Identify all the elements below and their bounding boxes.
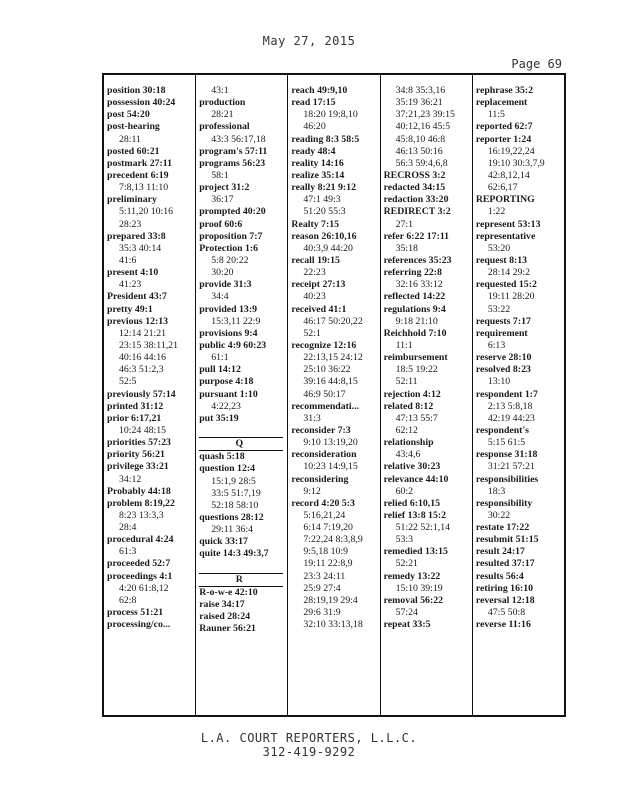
index-page-refs: 11:1 xyxy=(395,339,413,351)
index-term: resubmit 51:15 xyxy=(475,534,539,546)
index-term: problem 8:19,22 xyxy=(107,497,175,509)
index-term: represent 53:13 xyxy=(475,218,541,230)
index-page-refs: 19:11 28:20 xyxy=(487,291,535,303)
index-page-refs: 56:3 59:4,6,8 xyxy=(395,157,448,169)
index-page-refs: 31:21 57:21 xyxy=(487,461,535,473)
index-term: present 4:10 xyxy=(107,267,159,279)
index-term: recognize 12:16 xyxy=(291,339,357,351)
index-term: raise 34:17 xyxy=(199,598,245,610)
index-column-3 xyxy=(287,75,379,715)
index-page-refs: 58:1 xyxy=(211,169,229,181)
index-page-refs: 4:22,23 xyxy=(211,400,241,412)
index-page-refs: 35:3 40:14 xyxy=(119,242,162,254)
index-term: reconsideration xyxy=(291,449,357,461)
index-term: put 35:19 xyxy=(199,412,239,424)
index-term: relied 6:10,15 xyxy=(383,497,441,509)
index-page-refs: 40:3,9 44:20 xyxy=(303,242,353,254)
index-page-refs: 52:11 xyxy=(395,376,418,388)
index-page-refs: 5:15 61:5 xyxy=(487,437,526,449)
index-term: Reichhold 7:10 xyxy=(383,327,447,339)
index-term: respondent 1:7 xyxy=(475,388,538,400)
index-term: program's 57:11 xyxy=(199,145,268,157)
index-page-refs: 30:22 xyxy=(487,509,511,521)
index-term: Probably 44:18 xyxy=(107,485,171,497)
index-term: possession 40:24 xyxy=(107,97,176,109)
index-term: receipt 27:13 xyxy=(291,279,346,291)
index-term: prompted 40:20 xyxy=(199,206,266,218)
index-page-refs: 13:10 xyxy=(487,376,511,388)
index-term: refer 6:22 17:11 xyxy=(383,230,450,242)
section-letter: Q xyxy=(235,438,244,450)
index-term: REPORTING xyxy=(475,194,535,206)
index-page-refs: 7:22,24 8:3,8,9 xyxy=(303,534,363,546)
index-page-refs: 1:22 xyxy=(487,206,506,218)
index-page-refs: 51:20 55:3 xyxy=(303,206,346,218)
index-term: provide 31:3 xyxy=(199,279,252,291)
index-term: representative xyxy=(475,230,536,242)
footer-phone: 312-419-9292 xyxy=(262,745,356,759)
index-term: quick 33:17 xyxy=(199,536,248,548)
index-term: proof 60:6 xyxy=(199,218,243,230)
index-page-refs: 12:14 21:21 xyxy=(119,327,167,339)
index-page-refs: 7:8,13 11:10 xyxy=(119,182,169,194)
index-term: reconsidering xyxy=(291,473,349,485)
index-page-refs: 18:3 xyxy=(487,485,506,497)
index-term: postmark 27:11 xyxy=(107,157,173,169)
index-column-4 xyxy=(380,75,472,715)
index-page-refs: 32:16 33:12 xyxy=(395,279,443,291)
index-term: reported 62:7 xyxy=(475,121,533,133)
index-page-refs: 53:22 xyxy=(487,303,511,315)
index-term: question 12:4 xyxy=(199,463,255,475)
index-term: requested 15:2 xyxy=(475,279,537,291)
index-term: respondent's xyxy=(475,424,529,436)
index-page-refs: 16:19,22,24 xyxy=(487,145,535,157)
index-term: proceedings 4:1 xyxy=(107,570,173,582)
index-column-1 xyxy=(104,75,195,715)
index-term: professional xyxy=(199,121,250,133)
index-page-refs: 8:23 13:3,3 xyxy=(119,509,164,521)
index-term: prior 6:17,21 xyxy=(107,412,162,424)
index-page-refs: 51:22 52:1,14 xyxy=(395,522,451,534)
index-term: reality 14:16 xyxy=(291,157,344,169)
index-term: proposition 7:7 xyxy=(199,230,263,242)
index-term: recommendati... xyxy=(291,400,359,412)
index-term: proceeded 52:7 xyxy=(107,558,171,570)
index-term: raised 28:24 xyxy=(199,611,251,623)
index-page-refs: 43:4,6 xyxy=(395,449,421,461)
index-term: Rauner 56:21 xyxy=(199,623,256,635)
index-page-refs: 9:18 21:10 xyxy=(395,315,438,327)
index-term: requests 7:17 xyxy=(475,315,531,327)
index-page-refs: 4:20 61:8,12 xyxy=(119,582,169,594)
index-page-refs: 53:20 xyxy=(487,242,511,254)
index-term: relative 30:23 xyxy=(383,461,441,473)
index-term: reach 49:9,10 xyxy=(291,85,348,96)
index-page-refs: 31:3 xyxy=(303,412,321,424)
index-term: post-hearing xyxy=(107,121,160,133)
blank-line xyxy=(199,425,287,437)
index-term: rejection 4:12 xyxy=(383,388,441,400)
index-page-refs: 57:24 xyxy=(395,607,418,619)
index-term: repeat 33:5 xyxy=(383,619,431,631)
blank-line xyxy=(199,560,287,572)
index-page-refs: 61:1 xyxy=(211,352,229,364)
index-page-refs: 10:23 14:9,15 xyxy=(303,461,358,473)
index-term: priorities 57:23 xyxy=(107,437,171,449)
index-page-refs: 19:10 30:3,7,9 xyxy=(487,157,545,169)
index-term: preliminary xyxy=(107,194,157,206)
index-term: restate 17:22 xyxy=(475,522,530,534)
index-term: referring 22:8 xyxy=(383,267,442,279)
index-term: privilege 33:21 xyxy=(107,461,169,473)
index-term: RECROSS 3:2 xyxy=(383,169,446,181)
index-term: questions 28:12 xyxy=(199,511,264,523)
index-page-refs: 11:5 xyxy=(487,109,505,121)
index-page-refs: 15:3,11 22:9 xyxy=(211,315,261,327)
index-term: really 8:21 9:12 xyxy=(291,182,356,194)
index-page-refs: 36:17 xyxy=(211,194,234,206)
index-term: purpose 4:18 xyxy=(199,376,254,388)
index-page-refs: 6:13 xyxy=(487,339,506,351)
index-page-refs: 28:11 xyxy=(119,133,141,145)
index-term: Protection 1:6 xyxy=(199,242,259,254)
index-term: printed 31:12 xyxy=(107,400,164,412)
index-page-refs: 5:8 20:22 xyxy=(211,254,249,266)
index-page-refs: 22:23 xyxy=(303,267,326,279)
index-term: processing/co... xyxy=(107,619,171,631)
index-page-refs: 62:12 xyxy=(395,424,418,436)
index-page-refs: 9:10 13:19,20 xyxy=(303,437,358,449)
index-term: reserve 28:10 xyxy=(475,352,532,364)
index-term: redaction 33:20 xyxy=(383,194,449,206)
index-term: reverse 11:16 xyxy=(475,619,531,631)
index-term: replacement xyxy=(475,97,528,109)
index-term: pursuant 1:10 xyxy=(199,388,258,400)
index-term: received 41:1 xyxy=(291,303,347,315)
index-page-refs: 39:16 44:8,15 xyxy=(303,376,358,388)
index-term: REDIRECT 3:2 xyxy=(383,206,451,218)
document-date: May 27, 2015 xyxy=(262,34,356,48)
index-page-refs: 2:13 5:8,18 xyxy=(487,400,533,412)
index-term: resulted 37:17 xyxy=(475,558,535,570)
index-term: removal 56:22 xyxy=(383,594,444,606)
index-page-refs: 30:20 xyxy=(211,267,234,279)
index-page-refs: 41:6 xyxy=(119,254,137,266)
index-page-refs: 19:11 22:8,9 xyxy=(303,558,353,570)
index-page-refs: 18:20 19:8,10 xyxy=(303,109,358,121)
index-page-refs: 52:18 58:10 xyxy=(211,499,259,511)
index-page-refs: 18:5 19:22 xyxy=(395,364,438,376)
index-term: reporter 1:24 xyxy=(475,133,532,145)
index-page-refs: 28:14 29:2 xyxy=(487,267,530,279)
index-page-refs: 28:23 xyxy=(119,218,142,230)
index-page-refs: 46:17 50:20,22 xyxy=(303,315,363,327)
index-term: quite 14:3 49:3,7 xyxy=(199,548,269,560)
index-page-refs: 40:12,16 45:5 xyxy=(395,121,451,133)
index-term: reflected 14:22 xyxy=(383,291,446,303)
index-term: posted 60:21 xyxy=(107,145,160,157)
index-term: read 17:15 xyxy=(291,97,336,109)
index-page-refs: 28:21 xyxy=(211,109,234,121)
index-page-refs: 9:12 xyxy=(303,485,321,497)
index-page-refs: 45:8,10 46:8 xyxy=(395,133,446,145)
index-page-refs: 34:12 xyxy=(119,473,142,485)
index-term: public 4:9 60:23 xyxy=(199,339,267,351)
index-term: redacted 34:15 xyxy=(383,182,446,194)
index-term: related 8:12 xyxy=(383,400,434,412)
index-page-refs: 28:19,19 29:4 xyxy=(303,594,358,606)
index-page-refs: 25:9 27:4 xyxy=(303,582,341,594)
index-term: remedied 13:15 xyxy=(383,546,448,558)
index-term: programs 56:23 xyxy=(199,157,266,169)
index-term: previous 12:13 xyxy=(107,315,169,327)
index-table xyxy=(102,73,566,717)
index-page-refs: 23:3 24:11 xyxy=(303,570,346,582)
index-term: quash 5:18 xyxy=(199,451,245,463)
index-term: responsibilities xyxy=(475,473,539,485)
index-page-refs: 15:1,9 28:5 xyxy=(211,475,256,487)
index-term: pull 14:12 xyxy=(199,364,241,376)
index-page-refs: 22:13,15 24:12 xyxy=(303,352,363,364)
index-page-refs: 40:23 xyxy=(303,291,326,303)
index-page-refs: 6:14 7:19,20 xyxy=(303,522,353,534)
index-page-refs: 25:10 36:22 xyxy=(303,364,351,376)
index-page-refs: 34:4 xyxy=(211,291,229,303)
index-page-refs: 61:3 xyxy=(119,546,137,558)
index-term: relationship xyxy=(383,437,434,449)
index-page-refs: 23:15 38:11,21 xyxy=(119,339,178,351)
index-term: realize 35:14 xyxy=(291,169,345,181)
index-term: process 51:21 xyxy=(107,607,164,619)
index-term: retiring 16:10 xyxy=(475,582,534,594)
index-page-refs: 47:13 55:7 xyxy=(395,412,438,424)
index-page-refs: 37:21,23 39:15 xyxy=(395,109,455,121)
index-term: regulations 9:4 xyxy=(383,303,446,315)
index-page-refs: 53:3 xyxy=(395,534,414,546)
index-term: reconsider 7:3 xyxy=(291,424,351,436)
section-letter: R xyxy=(235,573,243,585)
index-term: rephrase 35:2 xyxy=(475,85,534,96)
index-page-refs: 46:20 xyxy=(303,121,326,133)
page-number: Page 69 xyxy=(511,57,562,71)
index-term: record 4:20 5:3 xyxy=(291,497,355,509)
footer-company: L.A. COURT REPORTERS, L.L.C. xyxy=(200,731,418,745)
index-page-refs: 29:6 31:9 xyxy=(303,607,341,619)
index-term: Realty 7:15 xyxy=(291,218,340,230)
index-term: R-o-w-e 42:10 xyxy=(199,586,258,598)
index-term: reading 8:3 58:5 xyxy=(291,133,360,145)
index-page-refs: 52:5 xyxy=(119,376,137,388)
index-term: result 24:17 xyxy=(475,546,525,558)
index-term: responsibility xyxy=(475,497,533,509)
index-page-refs: 35:18 xyxy=(395,242,418,254)
index-page-refs: 33:5 51:7,19 xyxy=(211,487,261,499)
index-term: response 31:18 xyxy=(475,449,538,461)
index-page-refs: 41:23 xyxy=(119,279,142,291)
index-column-5 xyxy=(472,75,564,715)
index-term: relevance 44:10 xyxy=(383,473,449,485)
index-term: requirement xyxy=(475,327,528,339)
index-page-refs: 5:16,21,24 xyxy=(303,509,346,521)
index-page-refs: 15:10 39:19 xyxy=(395,582,443,594)
index-term: request 8:13 xyxy=(475,254,528,266)
index-term: previously 57:14 xyxy=(107,388,176,400)
index-page-refs: 34:8 35:3,16 xyxy=(395,85,446,96)
index-term: recall 19:15 xyxy=(291,254,340,266)
index-page-refs: 46:13 50:16 xyxy=(395,145,443,157)
index-term: reimbursement xyxy=(383,352,448,364)
index-term: relief 13:8 15:2 xyxy=(383,509,446,521)
index-page-refs: 5:11,20 10:16 xyxy=(119,206,174,218)
index-page-refs: 46:9 50:17 xyxy=(303,388,346,400)
index-term: post 54:20 xyxy=(107,109,150,121)
index-page-refs: 62:8 xyxy=(119,594,137,606)
index-page-refs: 43:1 xyxy=(211,85,229,96)
index-page-refs: 60:2 xyxy=(395,485,414,497)
index-page-refs: 40:16 44:16 xyxy=(119,352,167,364)
index-page-refs: 62:6,17 xyxy=(487,182,518,194)
index-term: precedent 6:19 xyxy=(107,169,169,181)
index-page-refs: 47:5 50:8 xyxy=(487,607,526,619)
index-term: priority 56:21 xyxy=(107,449,165,461)
index-term: references 35:23 xyxy=(383,254,452,266)
index-term: results 56:4 xyxy=(475,570,524,582)
index-page-refs: 27:1 xyxy=(395,218,414,230)
index-term: President 43:7 xyxy=(107,291,167,303)
index-page-refs: 32:10 33:13,18 xyxy=(303,619,363,631)
index-term: provided 13:9 xyxy=(199,303,257,315)
index-page-refs: 29:11 36:4 xyxy=(211,524,254,536)
index-page-refs: 52:21 xyxy=(395,558,418,570)
index-term: remedy 13:22 xyxy=(383,570,441,582)
index-term: ready 48:4 xyxy=(291,145,336,157)
index-page-refs: 42:19 44:23 xyxy=(487,412,535,424)
index-page-refs: 47:1 49:3 xyxy=(303,194,341,206)
index-term: procedural 4:24 xyxy=(107,534,174,546)
index-term: provisions 9:4 xyxy=(199,327,258,339)
index-page-refs: 52:1 xyxy=(303,327,321,339)
index-term: reversal 12:18 xyxy=(475,594,535,606)
index-page-refs: 28:4 xyxy=(119,522,137,534)
index-term: reason 26:10,16 xyxy=(291,230,357,242)
index-page-refs: 9:5,18 10:9 xyxy=(303,546,349,558)
index-term: position 30:18 xyxy=(107,85,166,96)
index-page-refs: 35:19 36:21 xyxy=(395,97,443,109)
index-page-refs: 43:3 56:17,18 xyxy=(211,133,266,145)
index-page-refs: 42:8,12,14 xyxy=(487,169,530,181)
index-term: production xyxy=(199,97,246,109)
index-term: resolved 8:23 xyxy=(475,364,531,376)
index-page-refs: 46:3 51:2,3 xyxy=(119,364,164,376)
index-page-refs: 10:24 48:15 xyxy=(119,424,167,436)
index-term: pretty 49:1 xyxy=(107,303,153,315)
index-term: project 31:2 xyxy=(199,182,250,194)
index-column-2 xyxy=(195,75,287,715)
index-term: prepared 33:8 xyxy=(107,230,166,242)
